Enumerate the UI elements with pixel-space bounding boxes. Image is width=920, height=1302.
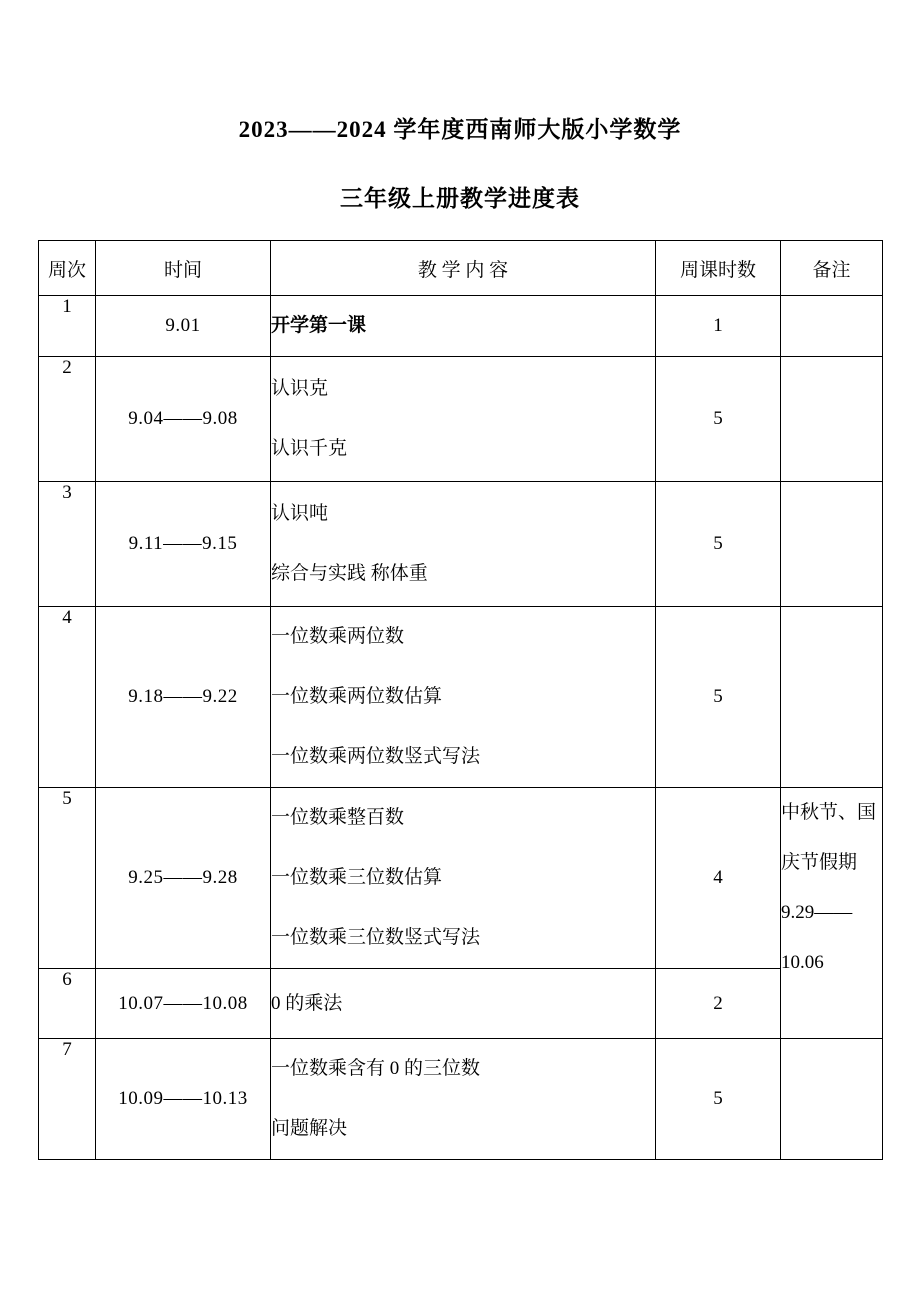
hours-cell: 5: [656, 1039, 781, 1160]
content-cell: [271, 969, 656, 1039]
hours-cell: 5: [656, 357, 781, 482]
hours-cell: 1: [656, 296, 781, 357]
hours-cell: 4: [656, 788, 781, 969]
week-cell: 4: [39, 607, 96, 788]
time-cell: 9.04——9.08: [96, 357, 271, 482]
time-cell: 9.25——9.28: [96, 788, 271, 969]
remark-cell: [781, 296, 883, 357]
doc-title-line2: 三年级上册教学进度表: [340, 186, 580, 211]
content-line: 认识吨: [271, 503, 329, 524]
remark-cell: [781, 1039, 883, 1160]
table-row-week4: [39, 607, 883, 788]
header-hours: 周课时数: [656, 241, 781, 296]
content-cell: [271, 357, 656, 482]
remark-cell: [781, 357, 883, 482]
table-row-week3: [39, 482, 883, 607]
time-cell: 10.09——10.13: [96, 1039, 271, 1160]
header-content: 教 学 内 容: [271, 241, 656, 296]
content-line: 综合与实践 称体重: [271, 563, 428, 584]
content-line: 一位数乘整百数: [271, 807, 405, 828]
content-line: 问题解决: [271, 1118, 348, 1139]
table-row-week6: [39, 969, 883, 1039]
week-cell: 6: [39, 969, 96, 1039]
time-cell: 9.18——9.22: [96, 607, 271, 788]
week-cell: 7: [39, 1039, 96, 1160]
content-line: 认识克: [271, 378, 329, 399]
remark-cell: [781, 607, 883, 788]
time-cell: 9.01: [96, 296, 271, 357]
time-cell: 9.11——9.15: [96, 482, 271, 607]
remark-line: 9.29——: [781, 902, 853, 923]
doc-title-line1: 2023——2024 学年度西南师大版小学数学: [238, 117, 682, 142]
hours-cell: 5: [656, 482, 781, 607]
content-line: 一位数乘两位数竖式写法: [271, 746, 481, 767]
content-line: 一位数乘三位数竖式写法: [271, 927, 481, 948]
remark-cell: [781, 482, 883, 607]
table-row-week5: [39, 788, 883, 969]
remark-line: 中秋节、国庆节假期: [781, 802, 877, 873]
header-week: 周次: [39, 241, 96, 296]
remark-line: 10.06: [781, 952, 824, 973]
table-header-row: [39, 241, 883, 296]
content-cell: [271, 788, 656, 969]
table-row-week7: [39, 1039, 883, 1160]
table-row-week1: [39, 296, 883, 357]
content-line: 0 的乘法: [271, 992, 343, 1014]
header-time: 时间: [96, 241, 271, 296]
content-line: 一位数乘含有 0 的三位数: [271, 1058, 481, 1079]
teaching-schedule-table: [38, 240, 883, 1160]
content-cell: [271, 1039, 656, 1160]
header-remark: 备注: [781, 241, 883, 296]
content-cell: [271, 482, 656, 607]
hours-cell: 5: [656, 607, 781, 788]
hours-cell: 2: [656, 969, 781, 1039]
content-line: 一位数乘两位数估算: [271, 686, 443, 707]
content-cell: [271, 296, 656, 357]
content-line: 认识千克: [271, 438, 348, 459]
week-cell: 2: [39, 357, 96, 482]
content-line: 开学第一课: [271, 315, 367, 336]
week-cell: 1: [39, 296, 96, 357]
table-row-week2: [39, 357, 883, 482]
time-cell: 10.07——10.08: [96, 969, 271, 1039]
week-cell: 3: [39, 482, 96, 607]
content-cell: [271, 607, 656, 788]
content-line: 一位数乘三位数估算: [271, 867, 443, 888]
remark-cell-holiday: [781, 788, 883, 1039]
content-line: 一位数乘两位数: [271, 626, 405, 647]
week-cell: 5: [39, 788, 96, 969]
